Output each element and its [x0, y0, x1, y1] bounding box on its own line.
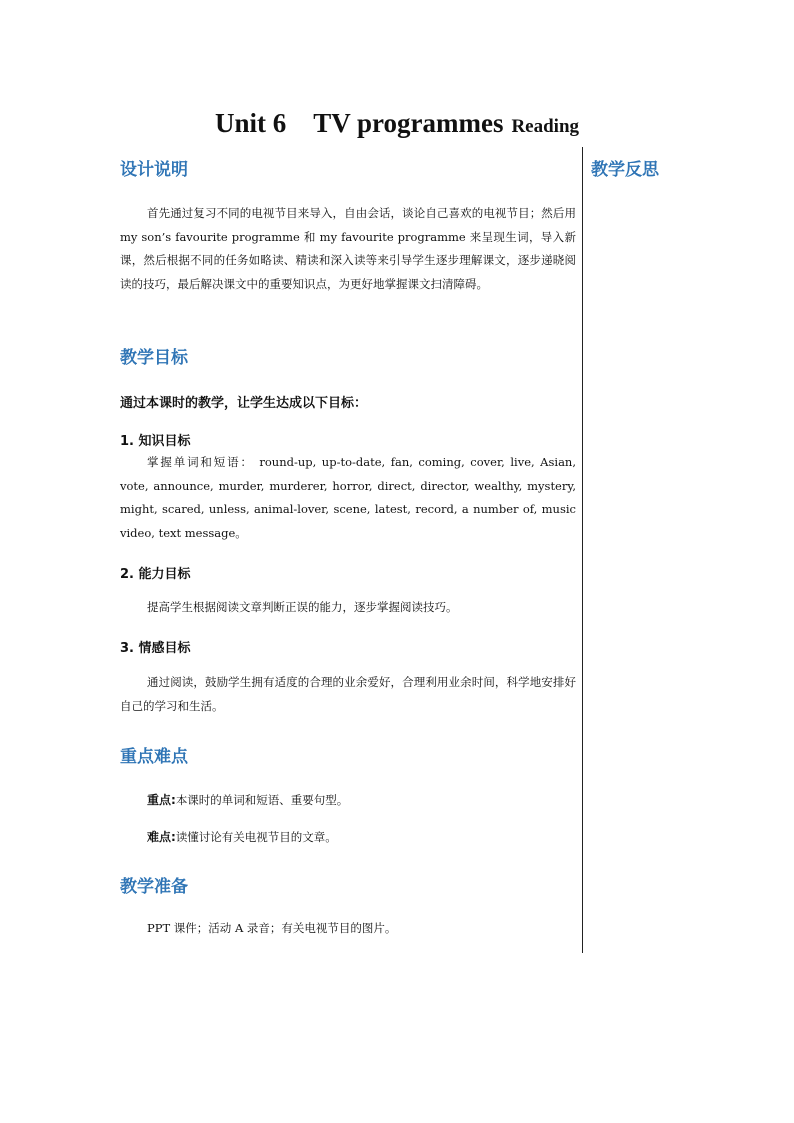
title-sub: Reading	[511, 116, 580, 137]
title-main: Unit 6 TV programmes	[214, 108, 504, 138]
difficulty-line	[147, 828, 337, 845]
design-paragraph: 首先通过复习不同的电视节目来导入，自由会话，谈论自己喜欢的电视节目；然后用 my son’s favourite programme 和 my favourite programme 来呈现生词，导入新课，然后根据不同的任务如略读、精读和深入读等来引导学生逐步理解课文，逐步递晓阅读的技巧，最后解决课文中的重要知识点，为更好地掌握课文扫清障碍。	[120, 206, 576, 291]
emotion-title: 3. 情感目标	[120, 641, 191, 656]
difficulty-text: 读懂讨论有关电视节目的文章。	[175, 830, 337, 844]
key-point-line	[147, 791, 348, 808]
prep-heading: 教学准备	[120, 877, 188, 897]
key-text: 本课时的单词和短语、重要句型。	[175, 793, 349, 807]
knowledge-title: 1. 知识目标	[120, 434, 191, 449]
difficulty-label: 难点:	[147, 830, 176, 844]
ability-title: 2. 能力目标	[120, 567, 191, 582]
ability-text: 提高学生根据阅读文章判断正误的能力，逐步掌握阅读技巧。	[147, 600, 458, 614]
reflection-heading: 教学反思	[591, 160, 659, 180]
emotion-text: 通过阅读，鼓励学生拥有适度的合理的业余爱好，合理利用业余时间，科学地安排好自己的学习和生活。	[120, 675, 576, 713]
keypoints-heading: 重点难点	[120, 747, 188, 767]
page-title	[0, 108, 794, 139]
column-divider	[582, 147, 583, 953]
prep-text: PPT 课件；活动 A 录音；有关电视节目的图片。	[147, 921, 397, 935]
key-label: 重点:	[147, 793, 176, 807]
objectives-lead: 通过本课时的教学，让学生达成以下目标：	[120, 396, 368, 411]
knowledge-text: 掌握单词和短语： round-up, up-to-date, fan, coming, cover, live, Asian, vote, announce, murder, murderer, horror, direct, director, wealthy, mystery, might, scared, unless, animal-lover, scene, latest, record, a number of, music video, text message。	[120, 455, 576, 540]
objectives-heading: 教学目标	[120, 348, 188, 368]
design-heading: 设计说明	[120, 160, 188, 180]
